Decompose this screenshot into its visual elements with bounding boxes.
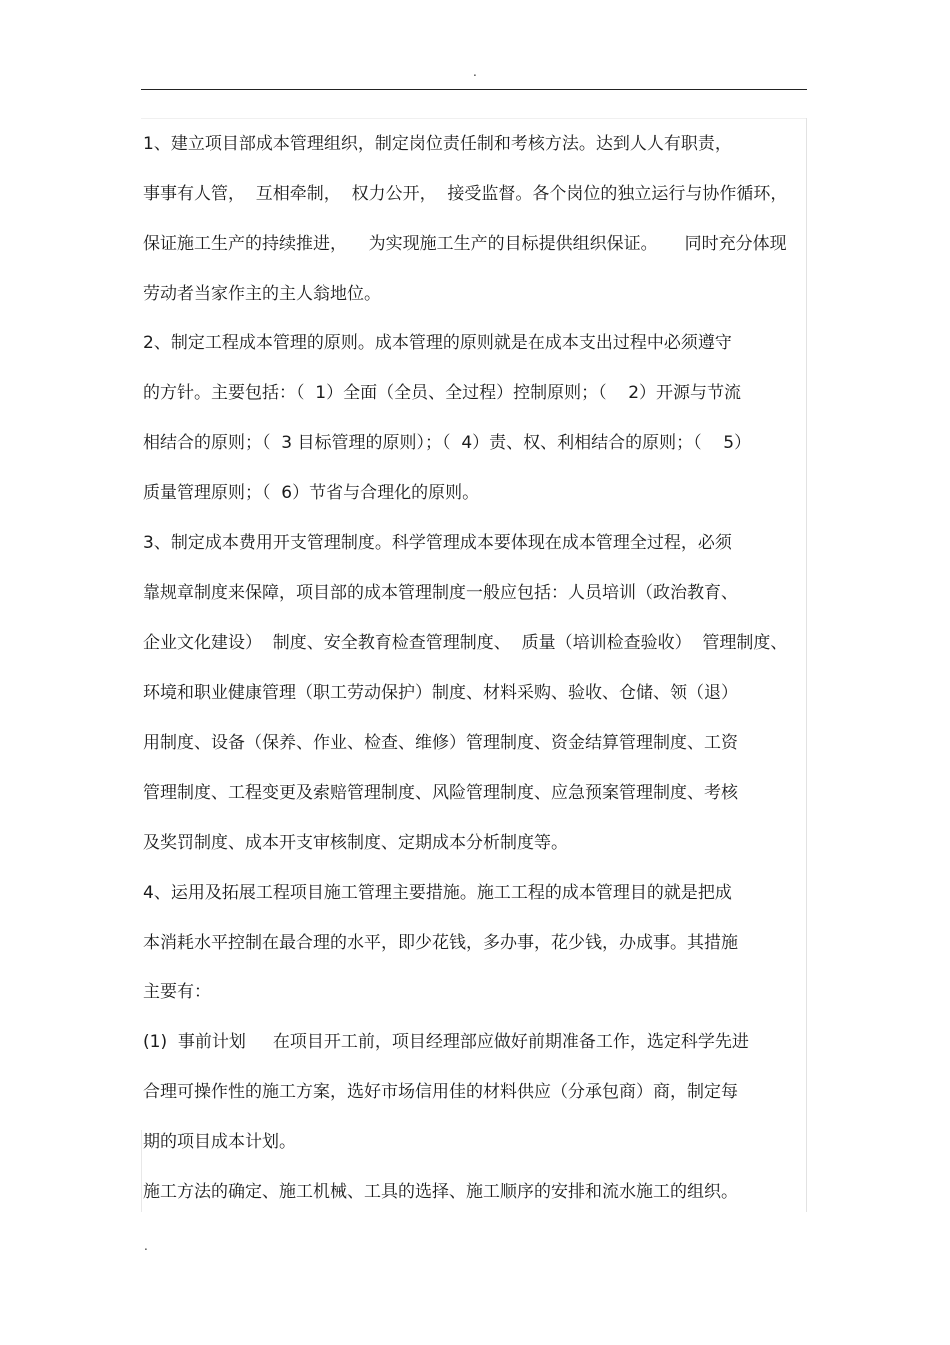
text-line: 3、制定成本费用开支管理制度。科学管理成本要体现在成本管理全过程，必须	[143, 533, 732, 553]
content-frame-top	[141, 118, 807, 119]
text-line: (1) 事前计划 在项目开工前，项目经理部应做好前期准备工作，选定科学先进	[143, 1032, 749, 1052]
text-line: 靠规章制度来保障，项目部的成本管理制度一般应包括：人员培训（政治教育、	[143, 583, 738, 603]
text-line: 期的项目成本计划。	[143, 1132, 296, 1152]
text-line: 本消耗水平控制在最合理的水平，即少花钱，多办事，花少钱，办成事。其措施	[143, 933, 738, 953]
text-line: 相结合的原则；（ 3 目标管理的原则）；（ 4）责、权、利相结合的原则；（ 5）	[143, 433, 752, 453]
text-line: 用制度、设备（保养、作业、检查、维修）管理制度、资金结算管理制度、工资	[143, 733, 738, 753]
text-line: 管理制度、工程变更及索赔管理制度、风险管理制度、应急预案管理制度、考核	[143, 783, 738, 803]
text-line: 质量管理原则；（ 6）节省与合理化的原则。	[143, 483, 480, 503]
text-line: 4、运用及拓展工程项目施工管理主要措施。施工工程的成本管理目的就是把成	[143, 883, 732, 903]
header-mark: .	[473, 65, 477, 79]
text-line: 主要有：	[143, 982, 211, 1002]
footer-mark: .	[144, 1239, 148, 1253]
text-line: 保证施工生产的持续推进， 为实现施工生产的目标提供组织保证。 同时充分体现	[143, 234, 787, 254]
text-line: 2、制定工程成本管理的原则。成本管理的原则就是在成本支出过程中必须遵守	[143, 333, 732, 353]
text-line: 及奖罚制度、成本开支审核制度、定期成本分析制度等。	[143, 833, 568, 853]
text-line: 施工方法的确定、施工机械、工具的选择、施工顺序的安排和流水施工的组织。	[143, 1182, 738, 1202]
content-frame-left	[141, 1130, 142, 1212]
text-line: 合理可操作性的施工方案，选好市场信用佳的材料供应（分承包商）商，制定每	[143, 1082, 738, 1102]
text-line: 企业文化建设） 制度、安全教育检查管理制度、 质量（培训检查验收） 管理制度、	[143, 633, 788, 653]
text-line: 劳动者当家作主的主人翁地位。	[143, 284, 381, 304]
content-frame-right	[806, 118, 807, 1212]
text-line: 1、建立项目部成本管理组织，制定岗位责任制和考核方法。达到人人有职责，	[143, 134, 732, 154]
header-rule	[141, 89, 807, 90]
text-line: 环境和职业健康管理（职工劳动保护）制度、材料采购、验收、仓储、领（退）	[143, 683, 738, 703]
text-line: 的方针。主要包括：（ 1）全面（全员、全过程）控制原则；（ 2）开源与节流	[143, 383, 742, 403]
text-line: 事事有人管， 互相牵制， 权力公开， 接受监督。各个岗位的独立运行与协作循环，	[143, 184, 788, 204]
